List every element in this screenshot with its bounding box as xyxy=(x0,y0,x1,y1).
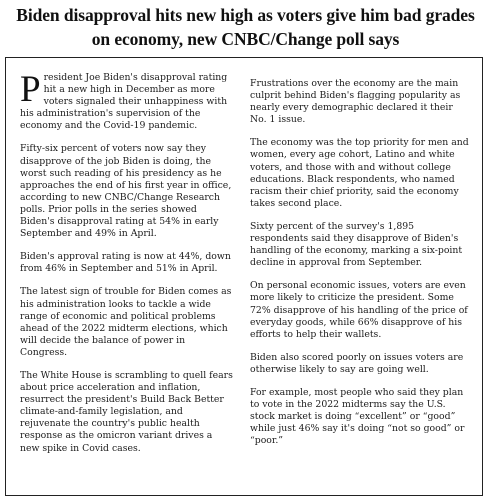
paragraph: The White House is scrambling to quell fears about price acceleration and inflation, resurrect the president's Build Back Better climate-and-family legislation, and rejuvenate the country's public health response as the omicron variant drives a new spike in Covid cases. xyxy=(20,369,233,454)
drop-cap: P xyxy=(20,69,41,110)
paragraph xyxy=(20,69,233,132)
right-column xyxy=(250,78,472,458)
paragraph: The economy was the top priority for men and women, every age cohort, Latino and white voters, and those with and without college educations. Black respondents, who named racism their chief priority, said the economy takes second place. xyxy=(250,137,469,209)
article-frame xyxy=(5,57,483,496)
paragraph: On personal economic issues, voters are even more likely to criticize the president. Some 72% disapprove of his handling of the price of everyday goods, while 66% disapprove of his efforts to help their wallets. xyxy=(250,280,468,340)
paragraph: Fifty-six percent of voters now say they disapprove of the job Biden is doing, the worst such reading of his presidency as he approaches the end of his first year in office, according to new CNBC/Change Research polls. Prior polls in the series showed Biden's disapproval rating at 54% in early September and 49% in April. xyxy=(20,143,232,240)
paragraph-text: resident Joe Biden's disapproval rating hit a new high in December as more voters signaled their unhappiness with his administration's supervision of the economy and the Covid-19 pandemic. xyxy=(20,72,228,132)
headline: Biden disapproval hits new high as voters give him bad grades on economy, new CNBC/Change poll says xyxy=(16,5,475,49)
paragraph: Biden's approval rating is now at 44%, down from 46% in September and 51% in April. xyxy=(20,251,231,275)
paragraph: For example, most people who said they plan to vote in the 2022 midterms say the U.S. stock market is doing “excellent” or “good” while just 46% say it's doing “not so good” or “poor.” xyxy=(250,386,465,447)
left-column xyxy=(20,69,233,466)
paragraph: Frustrations over the economy are the main culprit behind Biden's flagging popularity as nearly every demographic declared it their No. 1 issue. xyxy=(250,78,461,126)
paragraph: Biden also scored poorly on issues voters are otherwise likely to say are going well. xyxy=(250,351,464,375)
paragraph: Sixty percent of the survey's 1,895 respondents said they disapprove of Biden's handling of the economy, marking a six-point decline in approval from September. xyxy=(250,220,463,269)
paragraph: The latest sign of trouble for Biden comes as his administration looks to tackle a wide range of economic and political problems ahead of the 2022 midterm elections, which will decide the balance of power in Congress. xyxy=(20,286,232,358)
